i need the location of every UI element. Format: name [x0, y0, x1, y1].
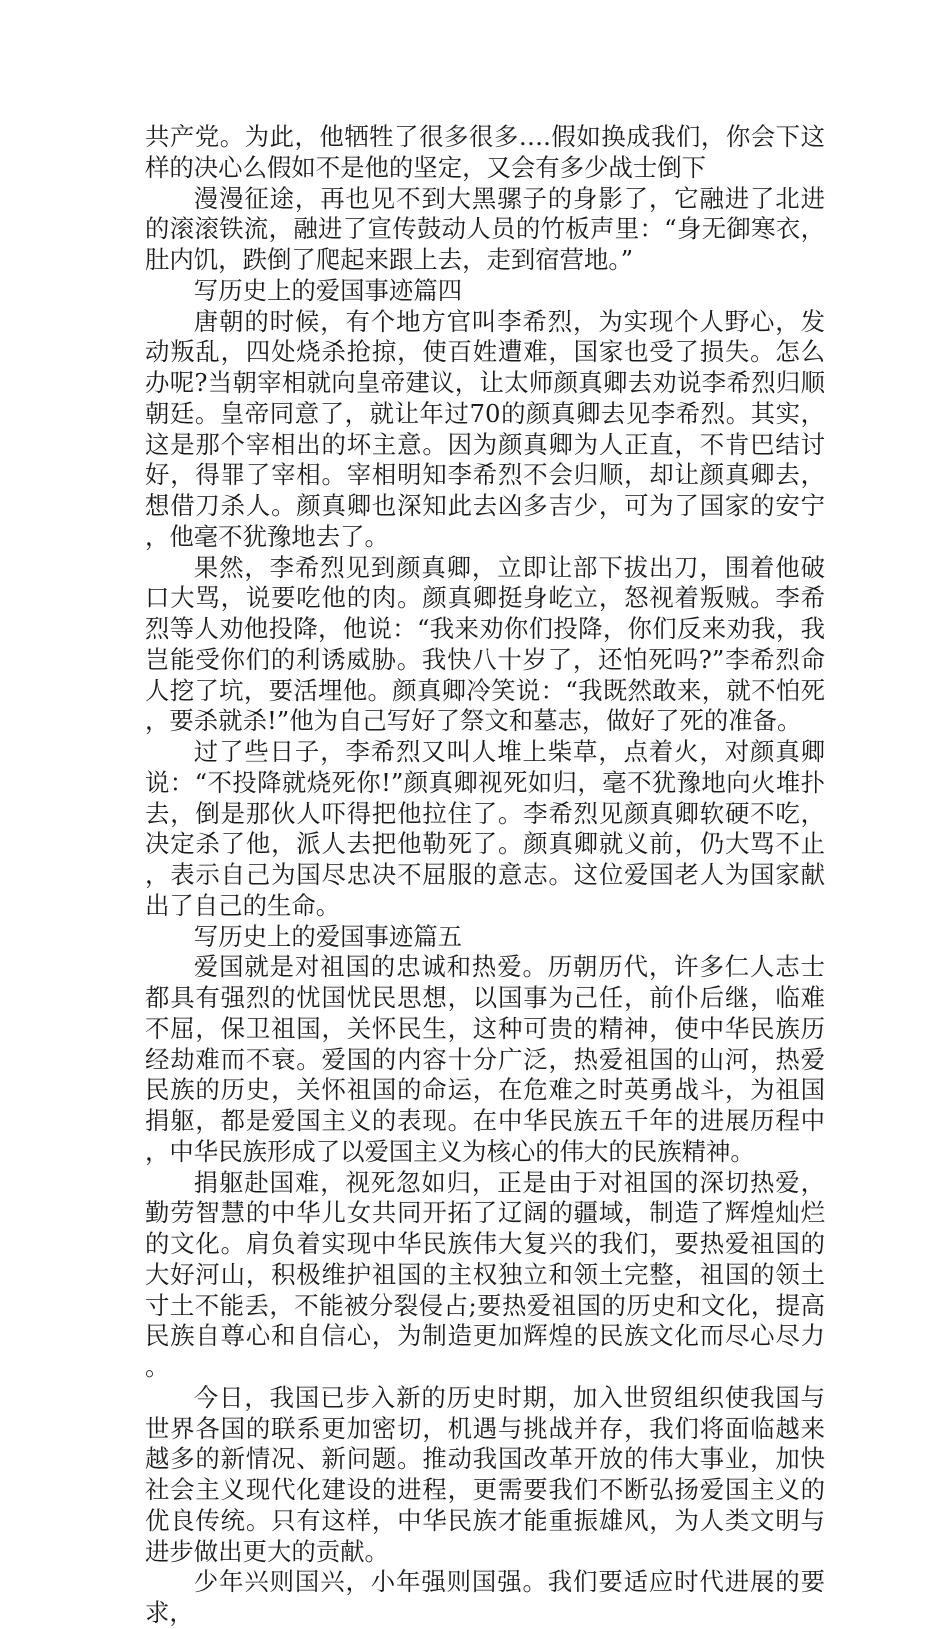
paragraph-patriotism-definition: 爱国就是对祖国的忠诚和热爱。历朝历代，许多仁人志士都具有强烈的忧国忧民思想，以国事为己任，前仆后继，临难不屈，保卫祖国，关怀民生，这种可贵的精神，使中华民族历经劫难而不衰。爱国的内容十分广泛，热爱祖国的山河，热爱民族的历史，关怀祖国的命运，在危难之时英勇战斗，为祖国捐躯，都是爱国主义的表现。在中华民族五千年的进展历程中，中华民族形成了以爱国主义为核心的伟大的民族精神。 [145, 952, 825, 1166]
section-heading-part-four: 写历史上的爱国事迹篇四 [193, 275, 463, 305]
paragraph-yan-zhenqing-refuses: 果然，李希烈见到颜真卿，立即让部下拔出刀，围着他破口大骂，说要吃他的肉。颜真卿挺身屹立，怒视着叛贼。李希烈等人劝他投降，他说：“我来劝你们投降，你们反来劝我，我岂能受你们的利诱威胁。我快八十岁了，还怕死吗?”李希烈命人挖了坑，要活埋他。颜真卿冷笑说：“我既然敢来，就不怕死，要杀就杀!”他为自己写好了祭文和墓志，做好了死的准备。 [145, 552, 825, 736]
paragraph-youth: 少年兴则国兴，小年强则国强。我们要适应时代进展的要求， [145, 1567, 825, 1627]
paragraph-continued: 共产党。为此，他牺牲了很多很多….假如换成我们，你会下这样的决心么假如不是他的坚定，又会有多少战士倒下 [145, 122, 825, 182]
paragraph-li-xilie-intro: 唐朝的时候，有个地方官叫李希烈，为实现个人野心，发动叛乱，四处烧杀抢掠，使百姓遭难，国家也受了损失。怎么办呢?当朝宰相就向皇帝建议，让太师颜真卿去劝说李希烈归顺朝廷。皇帝同意了，就让年过70的颜真卿去见李希烈。其实，这是那个宰相出的坏主意。因为颜真卿为人正直，不肯巴结讨好，得罪了宰相。宰相明知李希烈不会归顺，却让颜真卿去，想借刀杀人。颜真卿也深知此去凶多吉少，可为了国家的安宁，他毫不犹豫地去了。 [145, 306, 825, 551]
paragraph-yan-zhenqing-sacrifice: 过了些日子，李希烈又叫人堆上柴草，点着火，对颜真卿说：“不投降就烧死你!”颜真卿视死如归，毫不犹豫地向火堆扑去，倒是那伙人吓得把他拉住了。李希烈见颜真卿软硬不吃，决定杀了他，派人去把他勒死了。颜真卿就义前，仍大骂不止，表示自己为国尽忠决不屈服的意志。这位爱国老人为国家献出了自己的生命。 [145, 737, 825, 920]
document-body [145, 122, 825, 1629]
paragraph-long-march: 漫漫征途，再也见不到大黑骡子的身影了，它融进了北进的滚滚铁流，融进了宣传鼓动人员的竹板声里：“身无御寒衣，肚内饥，跌倒了爬起来跟上去，走到宿营地。” [145, 183, 825, 274]
paragraph-new-era: 今日，我国已步入新的历史时期，加入世贸组织使我国与世界各国的联系更加密切，机遇与挑战并存，我们将面临越来越多的新情况、新问题。推动我国改革开放的伟大事业，加快社会主义现代化建设的进程，更需要我们不断弘扬爱国主义的优良传统。只有这样，中华民族才能重振雄风，为人类文明与进步做出更大的贡献。 [145, 1382, 825, 1566]
section-heading-part-five: 写历史上的爱国事迹篇五 [193, 921, 463, 951]
paragraph-love-motherland: 捐躯赴国难，视死忽如归，正是由于对祖国的深切热爱，勤劳智慧的中华儿女共同开拓了辽阔的疆域，制造了辉煌灿烂的文化。肩负着实现中华民族伟大复兴的我们，要热爱祖国的大好河山，积极维护祖国的主权独立和领土完整，祖国的领土寸土不能丢，不能被分裂侵占;要热爱祖国的历史和文化，提高民族自尊心和自信心，为制造更加辉煌的民族文化而尽心尽力。 [145, 1167, 825, 1381]
